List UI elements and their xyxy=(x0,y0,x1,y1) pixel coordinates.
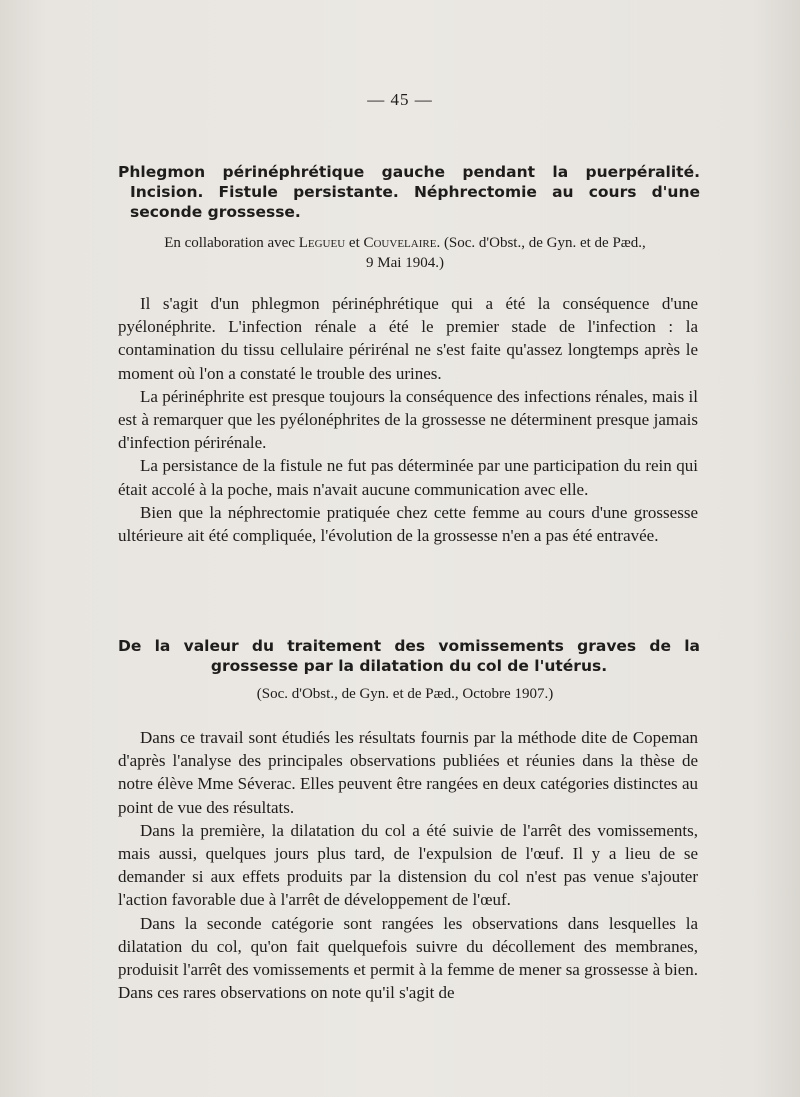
section-2-body xyxy=(118,726,698,1004)
paragraph: Dans la seconde catégorie sont rangées les observations dans lesquelles la dilatation du col, qu'on fait quelquefois suivre du décollement des membranes, produisit l'arrêt des vomissements et permit à la femme de mener sa grossesse à bien. Dans ces rares observations on note qu'il s'agit de xyxy=(118,913,698,1003)
section-2-title xyxy=(118,636,700,676)
paragraph: Il s'agit d'un phlegmon périnéphrétique qui a été la conséquence d'une pyélonéphrite. L'infection rénale a été le premier stade de l'infection : la contamination du tissu cellulaire périrénal ne s'est faite qu'assez longtemps après le moment où l'on a constaté le trouble des urines. xyxy=(118,294,698,383)
page-number: — 45 — xyxy=(367,90,433,109)
section-1-title-line-1: Phlegmon périnéphrétique gauche pendant la puerpéralité. xyxy=(118,163,700,181)
paragraph: La persistance de la fistule ne fut pas déterminée par une participation du rein qui était accolé à la poche, mais n'avait aucune communication avec elle. xyxy=(118,456,698,499)
section-1-body xyxy=(118,292,698,547)
section-2-citation: (Soc. d'Obst., de Gyn. et de Pæd., Octobre 1907.) xyxy=(256,686,554,702)
citation-date: 9 Mai 1904.) xyxy=(366,255,444,271)
section-1-title-line-3: seconde grossesse. xyxy=(130,203,301,221)
section-1-title-line-2: Incision. Fistule persistante. Néphrectomie au cours d'une xyxy=(130,183,700,201)
paragraph: Dans ce travail sont étudiés les résultats fournis par la méthode dite de Copeman d'après l'analyse des principales observations publiées et réunies dans la thèse de notre élève Mme Séverac. Elles peuvent être rangées en deux catégories distinctes au point de vue des résultats. xyxy=(118,728,698,817)
section-1-citation xyxy=(120,233,690,273)
citation-author-join: et xyxy=(345,235,364,251)
paragraph: Dans la première, la dilatation du col a été suivie de l'arrêt des vomissements, mais aussi, quelques jours plus tard, de l'expulsion de l'œuf. Il y a lieu de se demander si aux effets produits par la distension du col n'est pas venue s'ajouter l'action favorable due à l'arrêt de développement de l'œuf. xyxy=(118,820,698,910)
section-2-title-line-1: De la valeur du traitement des vomissements graves de la xyxy=(118,637,700,655)
paragraph: La périnéphrite est presque toujours la conséquence des infections rénales, mais il est à remarquer que les pyélonéphrites de la grossesse ne déterminent presque jamais d'infection périrénale. xyxy=(118,386,698,453)
citation-reference: . (Soc. d'Obst., de Gyn. et de Pæd., xyxy=(436,235,646,251)
section-1-title xyxy=(118,162,700,222)
citation-prefix: En collaboration avec xyxy=(164,235,299,251)
citation-author-2: Couvelaire xyxy=(363,235,437,251)
citation-author-1: Legueu xyxy=(298,235,346,251)
paragraph: Bien que la néphrectomie pratiquée chez cette femme au cours d'une grossesse ultérieure ait été compliquée, l'évolution de la grossesse n'en a pas été entravée. xyxy=(118,502,698,546)
section-2-title-line-2: grossesse par la dilatation du col de l'utérus. xyxy=(210,657,608,675)
